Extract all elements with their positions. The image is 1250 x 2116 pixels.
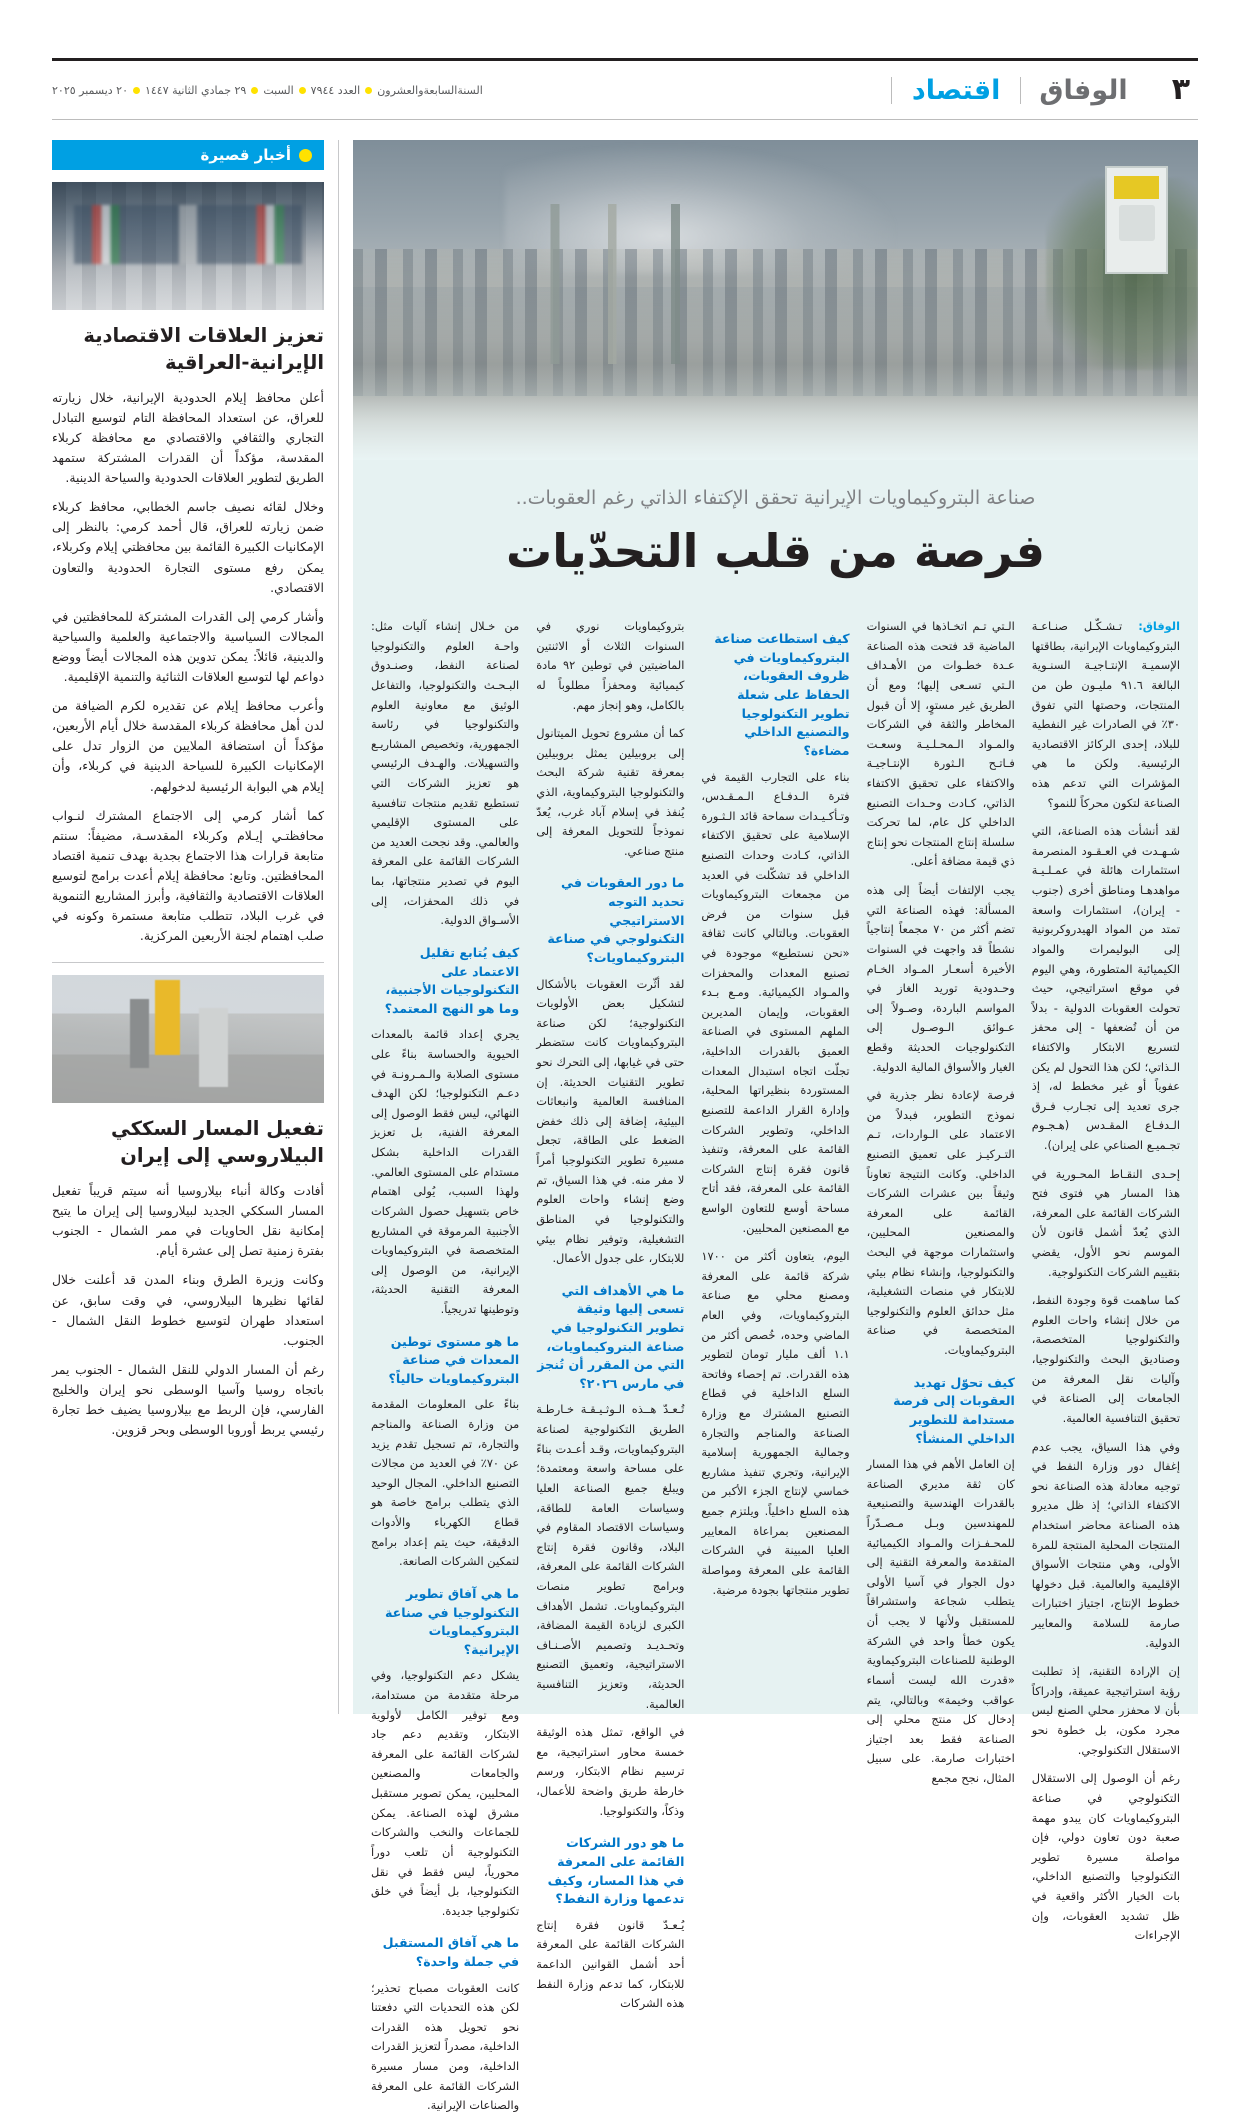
main-feature-column [353,140,1198,2113]
sidebar-paragraph: وأشار كرمي إلى القدرات المشتركة للمحافظتين في المجالات السياسية والاجتماعية والعلمية والسياحية والدينية، قائلاً: يمكن تدوين هذه المجالات أيضاً ووضع دواعم لها لتوسيع العلاقات الثنائية والتنمية الإقليمية. [52,608,324,685]
article-subheading: ما هو دور الشركات القائمة على المعرفة في هذا المسار، وكيف تدعمها وزارة النفط؟ [547,1835,685,1907]
article-paragraph: كانت العقوبات مصباح تحذير؛ لكن هذه التحديات التي دفعتنا نحو تحويل هذه القدرات الداخلية، مصدراً لتعزيز القدرات الداخلية، ومن مسار مسيرة الشركات القائمة على المعرفة والصناعات الإيرانية. [370,1980,520,2113]
sidebar-photo-meeting [52,182,324,310]
column-divider [338,140,339,1714]
article-paragraph: رغم أن الوصول إلى الاستقلال التكنولوجي في صناعة البتروكيماويات كان يبدو مهمة صعبة دون تعاون دولي، فإن مواصلة مسيرة تطوير التكنولوجيا والتصنيع الداخلي، بات الخيار الأكثر واقعية في ظل تشديد العقوبات، وإن الإجراءات [1031,1771,1180,1943]
article-subheading: ما دور العقوبات في تحديد التوجه الاستراتيجي التكنولوجي في صناعة البتروكيماويات؟ [547,875,685,965]
article-paragraph: كما أن مشروع تحويل الميتانول إلى بروبيلين يمثل بروبيلين بمعرفة تقنية شركة البحث والتكنولوجيا البتروكيماوية، الذي يُنفذ في إسلام آباد غرب، يُعدّ نموذجاً للتحويل المعرفة إلى منتج صناعي. [536,726,685,858]
short-news-label: أخبار قصيرة [200,145,291,164]
article-paragraph: لقد أثّرت العقوبات بالأشكال لتشكيل بعض الأولويات التكنولوجية؛ لكن صناعة البتروكيماويات كانت ستضطر حتى في غيابها، إلى التحرك نحو تطوير التقنيات الحديثة. إن المنافسة العالمية وانبعاثات البيئية، إضافة إلى ذلك خفض الضغط على الطاقة، تجعل مسيرة تطوير التكنولوجيا أمراً لا مفر منه. في هذا السياق، تم وضع إنشاء واحات العلوم والتكنولوجيا في المناطق التشغيلية، وتوفير نظام بيئي للابتكار، على جدول الأعمال. [536,976,685,1266]
sidebar-headline-1[interactable]: تعزيز العلاقات الاقتصادية الإيرانية-العراقية [83,324,324,374]
dot-separator-icon [251,87,258,94]
article-column [536,617,685,2011]
dateline-issue: العدد ٧٩٤٤ [310,83,361,97]
article-paragraph: وفي هذا السياق، يجب عدم إغفال دور وزارة النفط في توجيه معادلة هذه الصناعة نحو الاكتفاء الذاتي؛ إذ ظل مديرو هذه الصناعة محاضر استخدام المنتجات المحلية المنتجة للمرة الأولى، وهي منتجات الأسواق الإقليمية والعالمية. قبل دخولها خطوط الإنتاج، اجتياز اختبارات صارمة للسلامة والمعايير الدولية. [1031,1439,1180,1650]
sidebar-paragraph: رغم أن المسار الدولي للنقل الشمال - الجنوب يمر باتجاه روسيا وآسيا الوسطى نحو إيران والخليج الفارسي، فإن الربط مع بيلاروسيا يضيف خط تجارة رئيسي يربط أوروبا الوسطى وبحر قزوين. [52,1361,324,1438]
article-column [370,617,520,2113]
sidebar-headline-2[interactable]: تفعيل المسار السككي البيلاروسي إلى إيران [110,1117,324,1168]
article-paragraph: يشكل دعم التكنولوجيا، وفي مرحلة متقدمة من مستدامة، ومع توفير الكامل لأولوية الابتكار، وتقديم دعم جاد لشركات القائمة على المعرفة والجامعات والمصنعين المحليين، يمكن تصوير مستقبل مشرق لهذه الصناعة. يمكن للجماعات والنخب والشركات التكنولوجية أن تلعب دوراً محورياً، ليس فقط في نقل التكنولوجيا، بل أيضاً في خلق تكنولوجيا جديدة. [370,1668,520,1918]
article-paragraph: بناء على التجارب القيمة في فترة الـدفـاع الـمـقـدس، وتـأكـيـدات سماحة قائد الـثـورة الإسلامية على تحقيق الاكتفاء الذاتي، كـادت وحدات التصنيع الداخلي قد تشكّلت في العديد من مجمعات البتروكيماويات قبل سنوات من فرض العقوبات. وبالتالي كانت ثقافة «نحن نستطيع» موجودة في تصنيع المعدات والمحفزات والمـواد الكيميائية. ومـع بـدء العقوبات، وإيمان المديرين الملهم المستوى في الصناعة العميق بالقدرات الداخلية، تجلّت اتجاه استبدال المعدات المستوردة بنظيراتها المحلية، وإدارة القرار الداعمة للتصنيع الداخلي، وتطوير الشركات القائمة على المعرفة، وتنفيذ قانون فقرة إنتاج الشركات القائمة على المعرفة، فقد أتاح مساحة أوسع للتعاون الواسع مع المصنعين المحليين. [701,769,850,1235]
dot-separator-icon [299,87,306,94]
article-paragraph: في الواقع، تمثل هذه الوثيقة خمسة محاور استراتيجية، مع ترسيم نظام الابتكار، ورسم خارطة طريق واضحة للأعمال، وذكاً، والتكنولوجيا. [536,1725,685,1818]
feature-kicker: صناعة البتروكيماويات الإيرانية تحقق الإكتفاء الذاتي رغم العقوبات.. [515,487,1036,509]
article-subheading: ما هي آفاق المستقبل في جملة واحدة؟ [382,1935,520,1969]
short-news-sidebar [52,140,324,1714]
sidebar-photo-railway [52,975,324,1103]
feature-hero-photo [353,140,1198,460]
feature-headline-block [353,460,1198,595]
sidebar-paragraph: أفادت وكالة أنباء بيلاروسيا أنه سيتم قريباً تفعيل المسار السككي الجديد لبيلاروسيا إلى إيران ما يتيح إمكانية نقل الحاويات في ممر الشمال - الجنوب بفترة زمنية تصل إلى عشرة أيام. [52,1183,324,1259]
sidebar-paragraph: كما أشار كرمي إلى الاجتماع المشترك لنـواب محافظتـي إيـلام وكربلاء المقدسـة، مضيفاً: سنتم متابعة قرارات هذا الاجتماع بجدية بهدف تنمية اقتصاد المحافظتين. وتابع: محافظة إيلام أعدت برامج لتوسيع العلاقات الاقتصادية والثقافية، وأبرز المشاريع التنموية في غرب البلاد، تتطلب متابعة مستمرة وكونه في صلب اهتمام لجنة الأربعين المركزية. [52,807,324,944]
lead-source-label: الوفاق: [1138,619,1180,634]
dot-separator-icon [133,87,140,94]
article-paragraph: إن العامل الأهم في هذا المسار كان ثقة مديري الصناعة بالقدرات الهندسية والتصنيعية للمهندسين وبـل مـصـدّراً للمحـفـزات والمـواد الكيميائية المتقدمة والمعرفة التقنية إلى دول الجوار في آسيا الأولى يتطلب شجاعة واستشراقاً للمستقبل ولأنها لا يجب أن يكون خطأ واحد في الشركة الوطنية للصناعات البتروكيماوية «قدرت الله ليست أسماء عواقب وخيمة» وبالتالي، يتم إدخال كل منتج محلي إلى الصناعة فقط بعد اجتياز اختبارات صارمة. على سبيل المثال، نجح مجمع [866,1457,1015,1785]
article-paragraph: إحـدى النقـاط المحـورية في هذا المسار هي فتوى فتح الشركات القائمة على المعرفة، الذي يُعدّ أشمل قانون لأن الموسم نحو الأول، يقضي بتقييم الشركات التكنولوجية. [1031,1166,1180,1279]
article-paragraph: فرصة لإعادة نظر جذرية في نموذج التطوير، فبدلاً من الاعتماد على الـواردات، تـم التـركيـز على تعميق التصنيع الداخلي. وكانت النتيجة تعاوناً وثيقاً بين عشرات الشركات القائمة على المعرفة والمصنعين المحليين، واستثمارات موجهة في البحث والتكنولوجيا، وإنشاء نظام بيئي للابتكار في منصات التشغيلية، مثل حدائق العلوم والتكنولوجيا المتخصصة في صناعة البتروكيماويات. [866,1088,1015,1358]
sidebar-body-1 [52,388,324,946]
dateline-gregorian: ٢٠ ديسمبر ٢٠٢٥ [52,83,128,97]
sidebar-divider [52,962,324,963]
masthead [52,58,1198,120]
dateline-year: السنةالسابعةوالعشرون [377,83,483,97]
page-content [52,140,1198,2113]
article-paragraph: إن الإرادة التقنية، إذ تطلبت رؤية استراتيجية عميقة، وإدراكاً بأن لا محفزر محلي الصنع ليس مجرد مكون، بل خطوة نحو الاستقلال التكنولوجي. [1031,1664,1180,1757]
article-column [1031,617,1180,1943]
sidebar-paragraph: وأعرب محافظ إيلام عن تقديره لكرم الضيافة من لدن أهل محافظة كربلاء المقدسة خلال أيام الأربعين، مؤكداً أن استضافة الملايين من الزوار تدل على الإمكانيات الكبيرة للسياحة الدينية في كربلاء، وأن إيلام هي البوابة الرئيسية لدخولهم. [52,698,324,794]
article-paragraph: الوفاق: تـشـكّـل صنـاعـة البتروكيماويات الإيرانية، بطاقتها الإسميـة الإنتـاجيـة السنـوية البالغة ٩١.٦ مليـون طن من المنتجات، وحصتها التي تفوق ٣٠٪ في الصادرات غير النفطية للبلاد، إحدى الركائز الاقتصادية الرئيسية. ولكن ما هي المؤشرات التي تدعم هذه الصناعة لتكون محركاً للنمو؟ [1031,619,1180,810]
article-paragraph: كما ساهمت قوة وجودة النفط، من خلال إنشاء واحات العلوم والتكنولوجيا المتخصصة، وصناديق البحث والتكنولوجيا، وآليات نقل المعرفة من الجامعات إلى الصناعة في تحقيق التنافسية العالمية. [1031,1293,1180,1425]
feature-article-columns [353,595,1198,2113]
article-paragraph: اليوم، يتعاون أكثر من ١٧٠٠ شركة قائمة على المعرفة ومصنع محلي مع صناعة البتروكيماويات، وفي العام الماضي وحده، خُصص أكثر من ١.١ ألف مليار تومان لتطوير هذه القدرات. تم إحصاء وفاتحة السلع الداخلية في قطاع التصنيع المشترك مع وزارة الصناعة والمناجم والتجارة وجمالية الجمهورية إسلامية الإيرانية، وتجري تنفيذ مشاريع خماسي لإنتاج الجزء الأكبر من هذه السلع داخلياً. ويلتزم جميع المصنعين بمراعاة المعايير العليا المبينة في الشركات القائمة على المعرفة ومواصلة تطوير منتجاتها بجودة مرضية. [701,1249,850,1597]
article-subheading: كيف تحوّل تهديد العقوبات إلى فرصة مستدامة للتطوير الداخلي المنشأ؟ [893,1374,1015,1446]
article-paragraph: يجري إعداد قائمة بالمعدات الحيوية والحساسة بناءً على مستوى الصلابة والـمـرونـة في دعـم التكنولوجيا؛ لكن الهدف النهائي، ليس فقط الوصول إلى المعرفة الفنية، بل تعزيز القدرات الداخلية بشكل مستدام على المستوى العالمي. ولهذا السبب، يُولى اهتمام خاص بتسهيل حصول الشركات الأجنبية المرموقة في المشاريع المتخصصة في البتروكيماويات الإيرانية، من الوصول إلى المعرفة التقنية الحديثة، وتوطينها تدريجياً. [370,1027,520,1316]
sidebar-paragraph: وخلال لقائه نصيف جاسم الخطابي، محافظ كربلاء ضمن زيارته للعراق، قال أحمد كرمي: بالنظر إلى الإمكانيات الكبيرة القائمة بين محافظتي إيلام وكربلاء، يمكن رفع مستوى التجارة الحدودية والتعاون الاقتصادي. [52,499,324,595]
article-column [701,617,849,1694]
masthead-dateline [52,84,483,97]
article-paragraph: يُـعـدّ قانون فقرة إنتاج الشركات القائمة على المعرفة أحد أشمل القوانين الداعمة للابتكار، كما تدعم وزارة النفط هذه الشركات [536,1917,685,2011]
article-subheading: كيف استطاعت صناعة البتروكيماويات في ظروف العقوبات، الحفاظ على شعلة تطوير التكنولوجيا والتصنيع الداخلي مضاءة؟ [714,631,850,758]
article-subheading: كيف يُتابع تقليل الاعتماد على التكنولوجيات الأجنبية، وما هو النهج المعتمد؟ [384,944,520,1016]
article-paragraph: تُـعـدّ هــذه الـوثـيـقـة خـارطـة الطريق التكنولوجية لصناعة البتروكيماويات، وقـد أعـدت بناءً على مساحة واسعة ومعتمدة؛ ويبلغ جميع الصناعة العليا وسياسات العامة للطاقة، وسياسات الاقتصاد المقاوم في البلاد، وقانون فقرة إنتاج الشركات القائمة على المعرفة، وبرامج تطوير منصات البتروكيماويات. تشمل الأهداف الكبرى لزيادة القيمة المضافة، وتحـديـد وتصميم الأصـنـاف الاستراتيجية، وتعميق التصنيع الحديثة، وتعزيز التنافسية العالمية. [536,1402,685,1711]
article-paragraph: من خـلال إنشاء آليات مثل: واحـة العلوم والتكنولوجيا لصناعة النفط، وصنـدوق البـحـث والتكنولوجيا، والتفاعل الوثيق مع معاونية العلوم والتكنولوجيا في رئاسة الجمهورية، وتخصيص المشاريـع والتسهيلات. والهـدف الرئيسي هو تعزيز الشركات التي تستطيع تقديم منتجات تنافسية على المستوى الإقليمي والعالمي. وقد نجحت العديد من الشركات القائمة على المعرفة اليوم في تصدير منتجاتها، بما في ذلك المحفزات، إلى الأسـواق الدولية. [370,619,520,928]
article-subheading: ما هو مستوى توطين المعدات في صناعة البتروكيماويات حالياً؟ [388,1333,520,1386]
article-paragraph: بتروكيماويات نوري في السنوات الثلاث أو الاثنتين الماضيتين في توطين ٩٢ مادة كيميائية ومحفزاً مطلوباً له بالكامل، وهو إنجاز مهم. [536,619,685,712]
article-subheading: ما هي آفاق تطوير التكنولوجيا في صناعة البتروكيماويات الإيرانية؟ [385,1585,520,1657]
article-paragraph: الـتي تـم اتخـاذها في السنوات الماضية قد فتحت هذه الصناعة عـدة خطـوات من الأهـداف الـتي تسـعى إليها؛ ومع أن الطريق غير مستوٍ، إلا أن قبول المخاطر والثقة في الشركات والمـواد الـمحـلـيـة وسعـت فـاتـح الـثورة الإنتـاجيـة والاكتفاء على تحقيق الاكتفاء الذاتي، كـادت وحـدات التصنيع الداخلي كل عام، لما تحركت سلسلة إنتاج المنتجات نحو إنتاج ذي قيمة مضافة أعلى. [866,619,1015,869]
paper-name: الوفاق [1020,77,1145,104]
photo-safety-sign [1105,166,1168,275]
article-paragraph: يجب الإلتفات أيضاً إلى هذه المسألة: فهذه الصناعة التي تضم أكثر من ٧٠ مجمعاً إنتاجياً نشطاً قد واجهت في السنوات الأخيرة أسعـار المـواد الخـام وحـدودية توريد الغاز في المواسم الباردة، وصـولاً إلى عـوائق الـوصـول إلى التكنولوجيات الحديثة وقطع الغيار والأسواق المالية الدولية. [866,883,1015,1074]
dot-separator-icon [365,87,372,94]
dateline-hijri: ٢٩ جمادي الثانية ١٤٤٧ [144,83,247,97]
article-subheading: ما هي الأهداف التي تسعى إليها وثيقة تطوير التكنولوجيا في صناعة البتروكيماويات، التي من المقرر أن تُنجز في مارس ٢٠٢٦؟ [537,1282,685,1391]
article-column [866,617,1015,1785]
photo-stacks-layer [522,204,809,364]
sidebar-body-2 [52,1181,324,1440]
dateline-weekday: السبت [263,83,294,97]
article-paragraph: بناءً على المعلومات المقدمة من وزارة الصناعة والمناجم والتجارة، تم تسجيل تقدم يزيد عن ٧٠٪ في العديد من مجالات التصنيع الداخلي. المجال الوحيد الذي يتطلب برامج خاصة هو قطاع الكهرباء والأدوات الدقيقة، حيث يتم إعداد برامج لتمكين الشركات الصانعة. [370,1397,520,1569]
sidebar-paragraph: أعلن محافظ إيلام الحدودية الإيرانية، خلال زيارته للعراق، عن استعداد المحافظة التام لتوسيع التبادل التجاري والثقافي والاقتصادي مع محافظة كربلاء المقدسة، مؤكداً أن القدرات المشتركة ستمهد الطريق لتطوير العلاقات الحدودية والسياحة الدينية. [52,389,324,486]
masthead-brand-group [891,61,1198,119]
page-number: ٣ [1171,72,1190,107]
sidebar-paragraph: وكانت وزيرة الطرق وبناء المدن قد أعلنت خلال لقائها نظيرها البيلاروسي، في وقت سابق، عن استعداد طهران لتوسيع خطوط النقل الشمال - الجنوب. [52,1272,324,1348]
article-paragraph: لقد أنشأت هذه الصناعة، التي شـهـدت في العـقـود المنصرمة استثمارات هائلة في عمـلـيـة مواهدهـا ومناطق أخرى (جنوب - إيران)، استثمارات واسعة تمتد من المواد الهيدروكربونية إلى البوليمرات والمواد الكيميائية المتطورة، وهي اليوم في موقع استراتيجي، حيث تحولت العقوبات الدولية - بدلاً من أن تُضعفها - إلى محفز لتسريع الابتكار والاكتفاء الـذاتي؛ لكن هذا التحول لم يكن عفوياً أو غير مخطط له، إذ جرى تعديد إلى تجـارب فـرق الـدفـاع المقـدس (هـجـوم تجـميـع الصناعي على إيران). [1031,824,1180,1152]
bullet-dot-icon [299,149,312,162]
section-name[interactable]: اقتصاد [891,77,1021,104]
sidebar-article-1 [52,182,324,946]
feature-headline: فرصة من قلب التحدّيات [506,523,1045,578]
short-news-header [52,140,324,170]
sidebar-article-2 [52,975,324,1440]
photo-fade-overlay [353,364,1198,460]
